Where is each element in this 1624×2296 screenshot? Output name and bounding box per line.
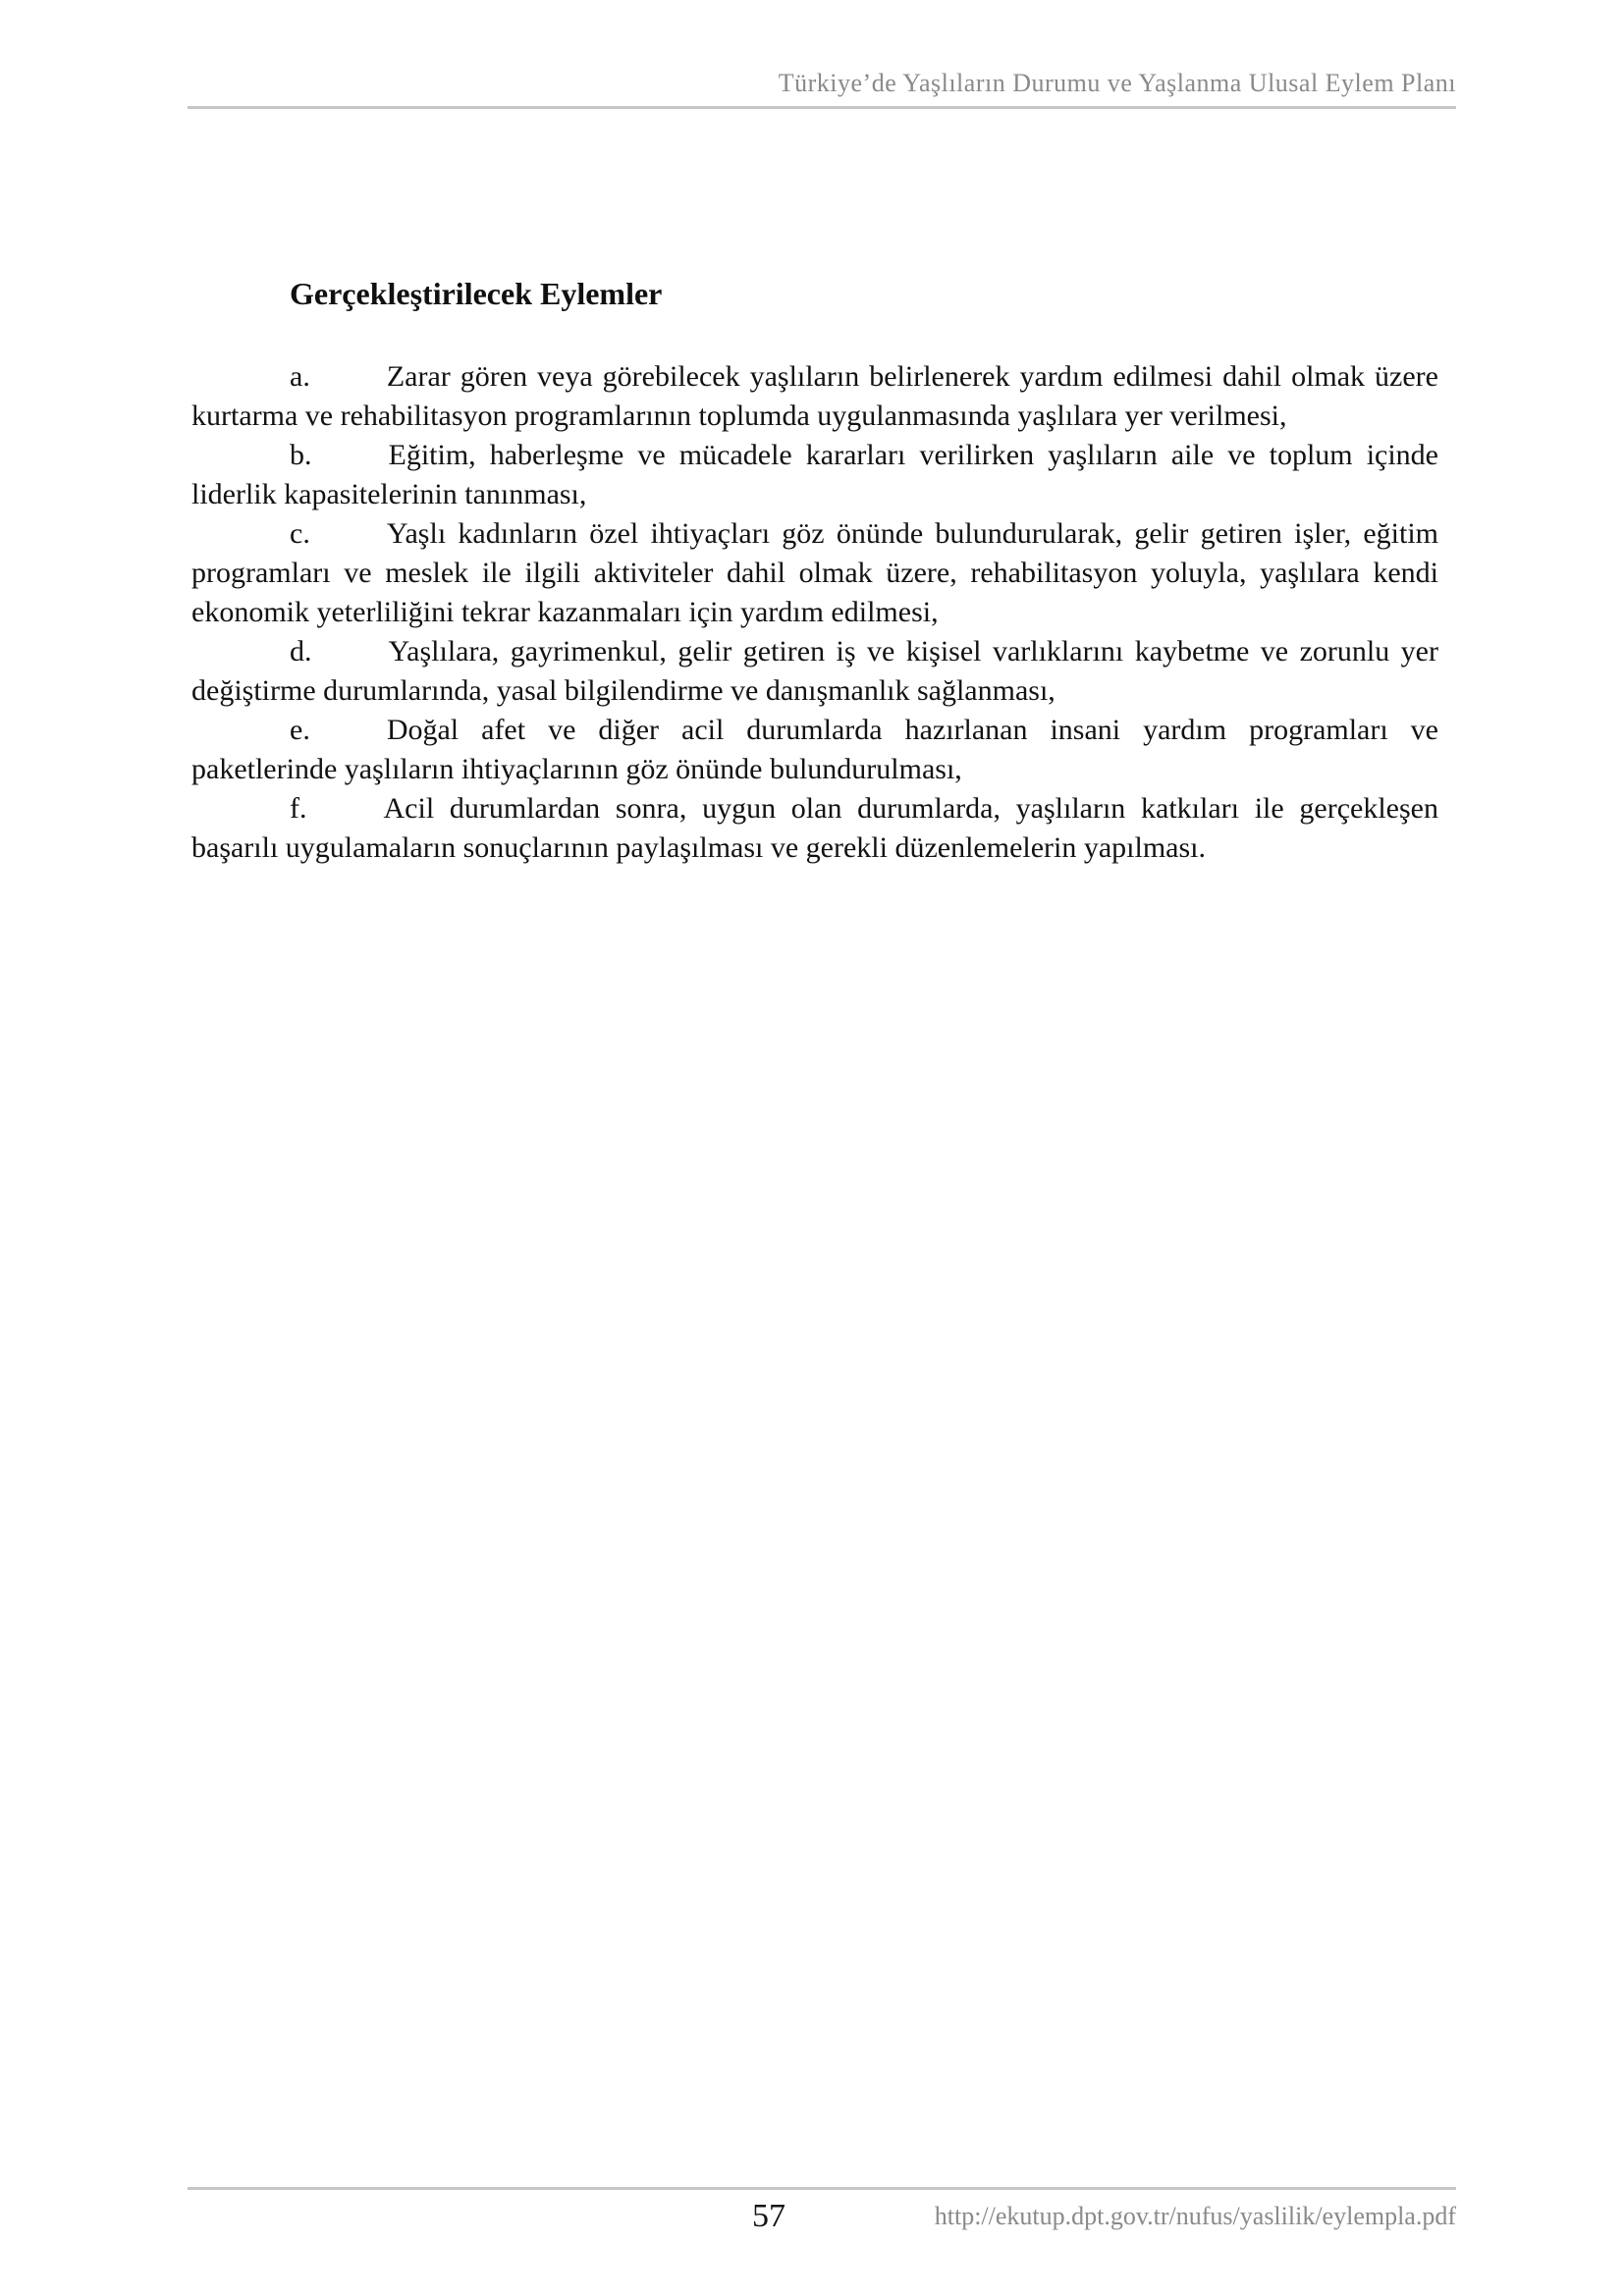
list-item-f [191,789,1438,868]
page-footer [188,2187,1456,2246]
list-item-d [191,632,1438,711]
list-item-text: Eğitim, haberleşme ve mücadele kararları verilirken yaşlıların aile ve toplum içinde liderlik kapasitelerinin tanınması, [191,439,1438,510]
list-item-b [191,436,1438,514]
page-header [188,69,1456,109]
list-item-letter: e. [290,714,310,746]
list-item-text: Acil durumlardan sonra, uygun olan durumlarda, yaşlıların katkıları ile gerçekleşen başarılı uygulamaların sonuçlarının paylaşılması ve gerekli düzenlemelerin yapılması. [191,792,1438,864]
footer-url: http://ekutup.dpt.gov.tr/nufus/yaslilik/eylempla.pdf [934,2202,1456,2230]
list-item-letter: f. [290,792,307,825]
running-header-title: Türkiye’de Yaşlıların Durumu ve Yaşlanma Ulusal Eylem Planı [778,69,1456,97]
list-item-e [191,711,1438,789]
list-item-a [191,357,1438,436]
list-item-letter: b. [290,439,312,471]
list-item-text: Zarar gören veya görebilecek yaşlıların belirlenerek yardım edilmesi dahil olmak üzere kurtarma ve rehabilitasyon programlarının toplumda uygulanmasında yaşlılara yer verilmesi, [191,360,1438,432]
section-heading: Gerçekleştirilecek Eylemler [290,276,663,311]
action-list [191,357,1438,868]
list-item-text: Yaşlı kadınların özel ihtiyaçları göz önünde bulundurularak, gelir getiren işler, eğitim programları ve meslek ile ilgili aktiviteler dahil olmak üzere, rehabilitasyon yoluyla, yaşlılara kendi ekonomik yeterliliğini tekrar kazanmaları için yardım edilmesi, [191,517,1438,628]
list-item-letter: a. [290,360,310,393]
list-item-letter: c. [290,517,310,550]
list-item-letter: d. [290,635,312,667]
page-content [191,110,1438,868]
page-number: 57 [752,2198,785,2234]
list-item-c [191,514,1438,632]
list-item-text: Yaşlılara, gayrimenkul, gelir getiren iş ve kişisel varlıklarını kaybetme ve zorunlu yer değiştirme durumlarında, yasal bilgilendirme ve danışmanlık sağlanması, [191,635,1438,707]
list-item-text: Doğal afet ve diğer acil durumlarda hazırlanan insani yardım programları ve paketlerinde yaşlıların ihtiyaçlarının göz önünde bulundurulması, [191,714,1438,785]
